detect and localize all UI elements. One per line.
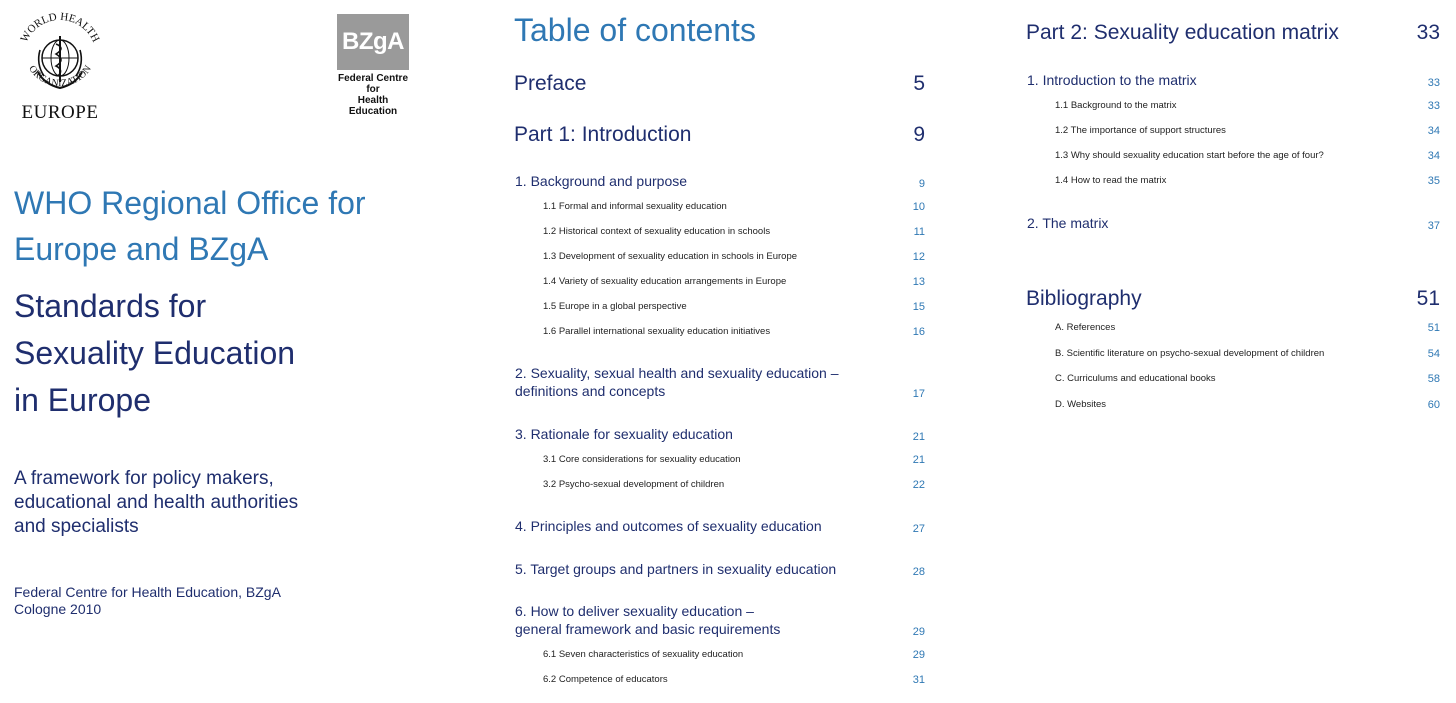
toc-entry-title: Part 1: Introduction — [514, 123, 692, 146]
toc-entry-title: 1.3 Why should sexuality education start before the age of four? — [1055, 150, 1324, 161]
toc-page-number: 34 — [1427, 150, 1440, 162]
toc-entry-title: 3.2 Psycho-sexual development of children — [543, 479, 725, 490]
toc-matrix-chapter-1[interactable] — [1027, 71, 1440, 89]
toc-entry-title: Preface — [514, 72, 587, 95]
toc-section-6-2[interactable] — [543, 674, 925, 686]
toc-entry-title: 1.3 Development of sexuality education in schools in Europe — [543, 251, 798, 262]
toc-chapter-5[interactable] — [515, 560, 925, 578]
toc-entry-title: 6.1 Seven characteristics of sexuality education — [543, 649, 744, 660]
who-caption: EUROPE — [21, 102, 99, 123]
toc-page-number: 33 — [1427, 77, 1440, 89]
cover-organization: WHO Regional Office for Europe and BZgA — [14, 185, 366, 267]
toc-entry-title: 1.2 Historical context of sexuality education in schools — [543, 226, 771, 237]
who-emblem-icon — [10, 10, 110, 100]
toc-entry-title: 1.1 Formal and informal sexuality education — [543, 201, 727, 212]
toc-entry-title: 4. Principles and outcomes of sexuality education — [515, 518, 822, 534]
toc-matrix-section-1-3[interactable] — [1055, 150, 1440, 162]
toc-page-number: 12 — [912, 251, 925, 263]
toc-entry-title: C. Curriculums and educational books — [1055, 373, 1216, 384]
toc-entry-title: 2. The matrix — [1027, 215, 1109, 231]
toc-page-number: 15 — [912, 301, 925, 313]
toc-heading: Table of contents — [514, 12, 756, 48]
toc-preface[interactable] — [514, 72, 925, 96]
toc-page-number: 51 — [1416, 287, 1440, 310]
toc-page-number: 22 — [912, 479, 925, 491]
toc-page-number: 54 — [1427, 348, 1440, 360]
toc-page-number: 28 — [912, 566, 925, 578]
cover-subtitle: A framework for policy makers, educational and health authorities and specialists — [14, 468, 299, 537]
toc-entry-title: A. References — [1055, 322, 1116, 333]
svg-text:ORGANIZATION: ORGANIZATION — [26, 63, 94, 90]
toc-page-number: 29 — [912, 626, 925, 638]
toc-bibliography-d[interactable] — [1055, 399, 1440, 411]
toc-section-6-1[interactable] — [543, 649, 925, 661]
toc-page-number: 11 — [913, 226, 925, 238]
toc-entry-title: 1.2 The importance of support structures — [1055, 125, 1226, 136]
toc-page-number: 33 — [1427, 100, 1440, 112]
toc-page-number: 35 — [1427, 175, 1440, 187]
toc-entry-title: 1.6 Parallel international sexuality education initiatives — [543, 326, 771, 337]
toc-chapter-2[interactable] — [515, 364, 925, 400]
toc-bibliography-b[interactable] — [1055, 348, 1440, 360]
toc-entry-title: 1. Introduction to the matrix — [1027, 72, 1197, 88]
toc-page-number: 21 — [912, 454, 925, 466]
toc-entry-title: 1.4 Variety of sexuality education arrangements in Europe — [543, 276, 787, 287]
toc-entry-title: 1.1 Background to the matrix — [1055, 100, 1177, 111]
toc-part-2[interactable] — [1026, 21, 1440, 45]
toc-entry-title: 6.2 Competence of educators — [543, 674, 668, 685]
toc-part-1[interactable] — [514, 123, 925, 147]
toc-chapter-1[interactable] — [515, 172, 925, 190]
toc-section-1-2[interactable] — [543, 226, 925, 238]
cover-title: Standards for Sexuality Education in Europe — [14, 288, 296, 418]
toc-page-number: 60 — [1427, 399, 1440, 411]
toc-page-number: 16 — [912, 326, 925, 338]
toc-entry-title: Part 2: Sexuality education matrix — [1026, 21, 1339, 44]
toc-section-1-6[interactable] — [543, 326, 925, 338]
toc-page-number: 9 — [913, 123, 925, 146]
toc-section-1-5[interactable] — [543, 301, 925, 313]
toc-matrix-section-1-4[interactable] — [1055, 175, 1440, 187]
toc-page-number: 34 — [1427, 125, 1440, 137]
toc-page-number: 17 — [912, 388, 925, 400]
toc-matrix-chapter-2[interactable] — [1027, 214, 1440, 232]
toc-chapter-4[interactable] — [515, 517, 925, 535]
toc-entry-title: 5. Target groups and partners in sexuality education — [515, 561, 837, 577]
toc-entry-title: 1.4 How to read the matrix — [1055, 175, 1167, 186]
toc-chapter-3[interactable] — [515, 425, 925, 443]
toc-chapter-6[interactable] — [515, 602, 925, 638]
toc-page-number: 51 — [1427, 322, 1440, 334]
toc-entry-title: 1. Background and purpose — [515, 173, 688, 189]
bzga-caption: Federal Centre for Health Education — [337, 73, 409, 117]
toc-page-number: 27 — [912, 523, 925, 535]
cover-publisher: Federal Centre for Health Education, BZgA Cologne 2010 — [14, 584, 281, 617]
toc-entry-title: D. Websites — [1055, 399, 1107, 410]
who-europe-logo — [10, 10, 110, 123]
toc-bibliography[interactable] — [1026, 287, 1440, 311]
toc-page-number: 31 — [912, 674, 925, 686]
svg-text:WORLD HEALTH: WORLD HEALTH — [18, 10, 102, 45]
toc-page-number: 58 — [1427, 373, 1440, 385]
toc-entry-title: Bibliography — [1026, 287, 1142, 310]
toc-page-number: 9 — [918, 178, 925, 190]
toc-page-number: 10 — [912, 201, 925, 213]
toc-entry-title: 6. How to deliver sexuality education – general framework and basic requirements — [515, 603, 781, 637]
toc-page-number: 21 — [912, 431, 925, 443]
bzga-logo-box: BZgA — [337, 14, 409, 70]
toc-page-number: 33 — [1416, 21, 1440, 44]
toc-entry-title: 3.1 Core considerations for sexuality education — [543, 454, 741, 465]
toc-page-number: 13 — [912, 276, 925, 288]
toc-page-number: 29 — [912, 649, 925, 661]
toc-section-3-1[interactable] — [543, 454, 925, 466]
toc-page-number: 5 — [913, 72, 925, 95]
toc-entry-title: 3. Rationale for sexuality education — [515, 426, 733, 442]
toc-matrix-section-1-1[interactable] — [1055, 100, 1440, 112]
toc-entry-title: 1.5 Europe in a global perspective — [543, 301, 687, 312]
toc-entry-title: B. Scientific literature on psycho-sexual development of children — [1055, 348, 1325, 359]
toc-section-1-3[interactable] — [543, 251, 925, 263]
toc-entry-title: 2. Sexuality, sexual health and sexuality education – definitions and concepts — [515, 365, 839, 399]
toc-section-1-4[interactable] — [543, 276, 925, 288]
toc-page-number: 37 — [1427, 220, 1440, 232]
bzga-logo — [337, 14, 409, 117]
toc-bibliography-a[interactable] — [1055, 322, 1440, 334]
toc-matrix-section-1-2[interactable] — [1055, 125, 1440, 137]
toc-section-3-2[interactable] — [543, 479, 925, 491]
toc-section-1-1[interactable] — [543, 201, 925, 213]
toc-bibliography-c[interactable] — [1055, 373, 1440, 385]
